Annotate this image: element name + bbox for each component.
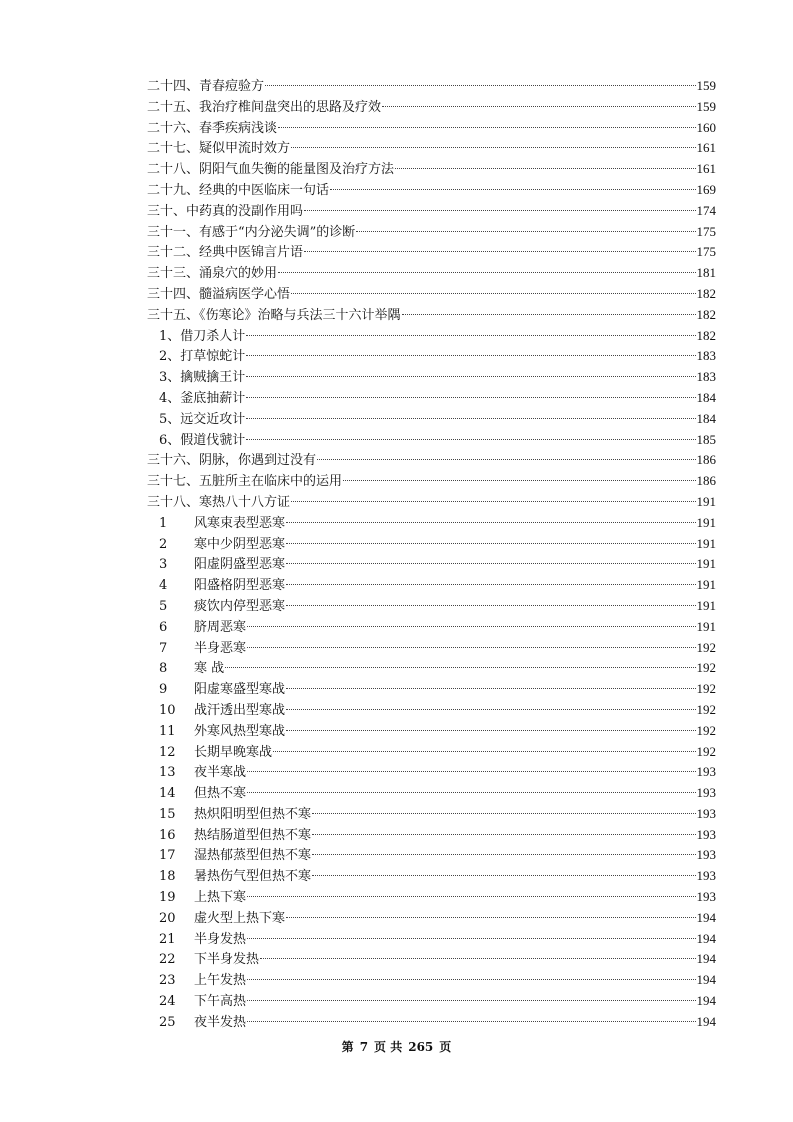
toc-entry-title: 三十、中药真的没副作用吗 — [147, 203, 304, 219]
toc-entry-page: 194 — [696, 993, 716, 1009]
toc-entry[interactable] — [147, 908, 716, 929]
toc-entry-title: 半身发热 — [194, 931, 247, 947]
toc-entry-title: 长期早晚寒战 — [194, 744, 273, 760]
dot-leader — [286, 730, 695, 731]
toc-entry-number: 14 — [159, 786, 176, 802]
toc-entry[interactable] — [147, 658, 716, 679]
toc-entry[interactable] — [147, 388, 716, 409]
toc-entry-page: 193 — [696, 805, 716, 821]
toc-entry-title: 下半身发热 — [194, 952, 260, 968]
toc-entry-number: 9 — [159, 682, 168, 698]
toc-entry[interactable] — [147, 679, 716, 700]
toc-entry[interactable] — [147, 887, 716, 908]
toc-entry-title: 2、打草惊蛇计 — [159, 349, 246, 365]
toc-entry[interactable] — [147, 430, 716, 451]
toc-entry-title: 热炽阳明型但热不寒 — [194, 806, 312, 822]
toc-entry[interactable] — [147, 409, 716, 430]
toc-entry-title: 热结肠道型但热不寒 — [194, 827, 312, 843]
dot-leader — [247, 626, 695, 627]
toc-entry-title: 二十七、疑似甲流时效方 — [147, 141, 291, 157]
toc-entry-page: 184 — [696, 410, 716, 426]
dot-leader — [246, 335, 695, 336]
toc-entry[interactable] — [147, 845, 716, 866]
toc-entry-page: 192 — [696, 681, 716, 697]
dot-leader — [286, 605, 695, 606]
toc-entry-title: 湿热郁蒸型但热不寒 — [194, 848, 312, 864]
toc-entry-page: 191 — [696, 577, 716, 593]
dot-leader — [286, 709, 695, 710]
toc-entry-title: 4、釜底抽薪计 — [159, 390, 246, 406]
toc-entry-title: 3、擒贼擒王计 — [159, 370, 246, 386]
dot-leader — [312, 813, 695, 814]
dot-leader — [246, 439, 695, 440]
dot-leader — [246, 397, 695, 398]
toc-entry[interactable] — [147, 762, 716, 783]
toc-entry-page: 192 — [696, 660, 716, 676]
dot-leader — [402, 314, 696, 315]
toc-entry-page: 192 — [696, 743, 716, 759]
toc-entry-page: 184 — [696, 389, 716, 405]
dot-leader — [312, 875, 695, 876]
toc-section-sub — [147, 326, 716, 451]
toc-entry-title: 阳盛格阴型恶寒 — [194, 578, 286, 594]
toc-entry-title: 5、远交近攻计 — [159, 411, 246, 427]
toc-entry-page: 181 — [696, 265, 716, 281]
dot-leader — [246, 355, 695, 356]
toc-entry-title: 寒中少阴型恶寒 — [194, 536, 286, 552]
toc-entry[interactable] — [147, 617, 716, 638]
toc-entry-page: 182 — [696, 285, 716, 301]
toc-entry-title: 二十六、春季疾病浅谈 — [147, 120, 278, 136]
toc-entry[interactable] — [147, 471, 716, 492]
toc-entry-title: 6、假道伐虢计 — [159, 432, 246, 448]
dot-leader — [247, 792, 695, 793]
toc-entry-title: 外寒风热型寒战 — [194, 723, 286, 739]
dot-leader — [247, 647, 695, 648]
dot-leader — [278, 272, 695, 273]
toc-entry-page: 193 — [696, 764, 716, 780]
dot-leader — [286, 688, 695, 689]
toc-section-main-2 — [147, 450, 716, 512]
toc-entry-title: 上午发热 — [194, 973, 247, 989]
toc-entry-page: 159 — [696, 98, 716, 114]
table-of-contents — [147, 76, 716, 1033]
footer-prefix: 第 — [341, 1040, 354, 1054]
toc-entry-page: 183 — [696, 369, 716, 385]
toc-entry-number: 23 — [159, 973, 176, 989]
toc-entry[interactable] — [147, 492, 716, 513]
dot-leader — [291, 501, 695, 502]
toc-entry-page: 175 — [696, 223, 716, 239]
dot-leader — [356, 231, 695, 232]
dot-leader — [291, 147, 695, 148]
toc-entry-page: 193 — [696, 847, 716, 863]
toc-entry[interactable] — [147, 638, 716, 659]
toc-entry-page: 193 — [696, 889, 716, 905]
toc-entry[interactable] — [147, 825, 716, 846]
toc-entry-title: 三十四、髓溢病医学心悟 — [147, 286, 291, 302]
toc-entry-title: 三十六、阴脉，你遇到过没有 — [147, 453, 317, 469]
toc-entry-title: 三十八、寒热八十八方证 — [147, 494, 291, 510]
footer-suffix: 页 — [439, 1040, 452, 1054]
toc-entry-page: 183 — [696, 348, 716, 364]
toc-entry-title: 三十一、有感于“内分泌失调”的诊断 — [147, 224, 356, 240]
toc-entry[interactable] — [147, 159, 716, 180]
toc-entry-number: 8 — [159, 661, 168, 677]
toc-entry-title: 二十八、阴阳气血失衡的能量图及治疗方法 — [147, 162, 395, 178]
toc-entry-number: 13 — [159, 765, 176, 781]
toc-entry[interactable] — [147, 346, 716, 367]
dot-leader — [312, 854, 695, 855]
toc-entry[interactable] — [147, 554, 716, 575]
toc-entry[interactable] — [147, 970, 716, 991]
toc-entry-number: 16 — [159, 827, 176, 843]
toc-entry[interactable] — [147, 534, 716, 555]
toc-entry-title: 痰饮内停型恶寒 — [194, 598, 286, 614]
toc-entry[interactable] — [147, 450, 716, 471]
toc-entry-page: 194 — [696, 1013, 716, 1029]
toc-entry-title: 阳虚阴盛型恶寒 — [194, 557, 286, 573]
toc-entry-title: 阳虚寒盛型寒战 — [194, 682, 286, 698]
toc-entry-page: 193 — [696, 785, 716, 801]
toc-entry-number: 2 — [159, 536, 168, 552]
toc-entry[interactable] — [147, 263, 716, 284]
toc-entry[interactable] — [147, 596, 716, 617]
toc-entry-page: 193 — [696, 868, 716, 884]
toc-entry[interactable] — [147, 929, 716, 950]
toc-entry[interactable] — [147, 305, 716, 326]
toc-entry[interactable] — [147, 804, 716, 825]
toc-entry[interactable] — [147, 201, 716, 222]
toc-entry[interactable] — [147, 721, 716, 742]
toc-entry[interactable] — [147, 180, 716, 201]
toc-entry-title: 三十五、《伤寒论》治略与兵法三十六计举隅 — [147, 307, 401, 323]
dot-leader — [247, 1021, 695, 1022]
toc-entry-title: 风寒束表型恶寒 — [194, 515, 286, 531]
toc-entry-page: 161 — [696, 140, 716, 156]
dot-leader — [286, 522, 695, 523]
toc-entry-page: 185 — [696, 431, 716, 447]
toc-entry-page: 193 — [696, 826, 716, 842]
toc-entry[interactable] — [147, 1012, 716, 1033]
toc-entry-title: 暑热伤气型但热不寒 — [194, 869, 312, 885]
toc-entry-number: 6 — [159, 619, 168, 635]
footer-total-pages: 265 — [408, 1040, 434, 1054]
toc-entry-number: 19 — [159, 890, 176, 906]
dot-leader — [247, 938, 695, 939]
toc-entry[interactable] — [147, 866, 716, 887]
toc-entry-page: 192 — [696, 701, 716, 717]
dot-leader — [265, 85, 695, 86]
dot-leader — [291, 293, 695, 294]
dot-leader — [247, 979, 695, 980]
toc-entry-number: 3 — [159, 557, 168, 573]
toc-entry-number: 17 — [159, 848, 176, 864]
toc-entry[interactable] — [147, 700, 716, 721]
toc-entry[interactable] — [147, 513, 716, 534]
toc-entry-page: 160 — [696, 119, 716, 135]
toc-entry-title: 半身恶寒 — [194, 640, 247, 656]
toc-section-numbered — [147, 513, 716, 1033]
toc-entry-page: 194 — [696, 972, 716, 988]
toc-entry-page: 174 — [696, 202, 716, 218]
toc-entry-title: 三十三、涌泉穴的妙用 — [147, 266, 278, 282]
toc-entry[interactable] — [147, 575, 716, 596]
dot-leader — [273, 751, 695, 752]
toc-entry-page: 191 — [696, 597, 716, 613]
toc-entry-page: 194 — [696, 951, 716, 967]
dot-leader — [330, 189, 695, 190]
toc-entry[interactable] — [147, 242, 716, 263]
toc-entry-title: 下午高热 — [194, 994, 247, 1010]
toc-entry[interactable] — [147, 742, 716, 763]
dot-leader — [286, 917, 695, 918]
toc-entry[interactable] — [147, 783, 716, 804]
dot-leader — [317, 459, 695, 460]
toc-entry-title: 但热不寒 — [194, 786, 247, 802]
dot-leader — [260, 958, 695, 959]
toc-entry-number: 1 — [159, 515, 168, 531]
toc-entry[interactable] — [147, 367, 716, 388]
dot-leader — [304, 210, 695, 211]
toc-entry-page: 186 — [696, 473, 716, 489]
toc-entry-page: 191 — [696, 535, 716, 551]
toc-entry[interactable] — [147, 949, 716, 970]
toc-entry-number: 10 — [159, 702, 176, 718]
dot-leader — [225, 667, 695, 668]
toc-entry-title: 三十二、经典中医锦言片语 — [147, 245, 304, 261]
toc-entry-page: 182 — [696, 306, 716, 322]
toc-entry-title: 战汗透出型寒战 — [194, 702, 286, 718]
toc-entry-title: 二十四、青春痘验方 — [147, 79, 265, 94]
toc-entry[interactable] — [147, 284, 716, 305]
toc-entry-number: 18 — [159, 869, 176, 885]
toc-entry[interactable] — [147, 222, 716, 243]
toc-entry-number: 15 — [159, 806, 176, 822]
toc-entry-page: 191 — [696, 493, 716, 509]
toc-entry[interactable] — [147, 138, 716, 159]
toc-entry-number: 21 — [159, 931, 176, 947]
toc-entry-number: 11 — [159, 723, 176, 739]
toc-entry-page: 191 — [696, 618, 716, 634]
toc-entry-page: 186 — [696, 452, 716, 468]
toc-entry-page: 169 — [696, 181, 716, 197]
dot-leader — [343, 480, 695, 481]
footer-mid: 页 共 — [374, 1040, 403, 1054]
toc-entry-number: 4 — [159, 578, 168, 594]
dot-leader — [246, 418, 695, 419]
dot-leader — [304, 251, 695, 252]
toc-entry-page: 194 — [696, 909, 716, 925]
toc-entry-page: 191 — [696, 514, 716, 530]
dot-leader — [278, 127, 695, 128]
toc-entry-number: 7 — [159, 640, 168, 656]
toc-entry-page: 192 — [696, 639, 716, 655]
toc-entry[interactable] — [147, 326, 716, 347]
toc-entry-title: 虚火型上热下寒 — [194, 910, 286, 926]
toc-entry[interactable] — [147, 76, 716, 97]
dot-leader — [382, 106, 695, 107]
toc-entry-title: 寒 战 — [194, 661, 225, 677]
toc-entry-title: 上热下寒 — [194, 890, 247, 906]
dot-leader — [247, 771, 695, 772]
toc-entry-title: 二十五、我治疗椎间盘突出的思路及疗效 — [147, 99, 382, 115]
dot-leader — [246, 376, 695, 377]
toc-entry-number: 25 — [159, 1014, 176, 1030]
toc-entry[interactable] — [147, 97, 716, 118]
toc-entry[interactable] — [147, 118, 716, 139]
toc-section-main — [147, 76, 716, 326]
toc-entry-page: 191 — [696, 556, 716, 572]
toc-entry-title: 脐周恶寒 — [194, 619, 247, 635]
dot-leader — [286, 543, 695, 544]
toc-entry-title: 二十九、经典的中医临床一句话 — [147, 182, 330, 198]
toc-entry-page: 175 — [696, 244, 716, 260]
dot-leader — [312, 834, 695, 835]
toc-entry-page: 161 — [696, 161, 716, 177]
toc-entry-page: 194 — [696, 930, 716, 946]
toc-entry[interactable] — [147, 991, 716, 1012]
page-footer — [0, 1038, 793, 1055]
footer-current-page: 7 — [359, 1040, 369, 1054]
dot-leader — [247, 1000, 695, 1001]
toc-entry-number: 12 — [159, 744, 176, 760]
toc-entry-page: 182 — [696, 327, 716, 343]
toc-entry-number: 5 — [159, 598, 168, 614]
toc-entry-page: 192 — [696, 722, 716, 738]
toc-entry-title: 夜半发热 — [194, 1014, 247, 1030]
dot-leader — [395, 168, 695, 169]
dot-leader — [286, 563, 695, 564]
toc-entry-number: 22 — [159, 952, 176, 968]
toc-entry-title: 夜半寒战 — [194, 765, 247, 781]
toc-entry-title: 1、借刀杀人计 — [159, 328, 246, 344]
toc-entry-number: 20 — [159, 910, 176, 926]
toc-entry-number: 24 — [159, 994, 176, 1010]
dot-leader — [247, 896, 695, 897]
toc-entry-page: 159 — [696, 78, 716, 93]
dot-leader — [286, 584, 695, 585]
toc-entry-title: 三十七、五脏所主在临床中的运用 — [147, 474, 343, 490]
